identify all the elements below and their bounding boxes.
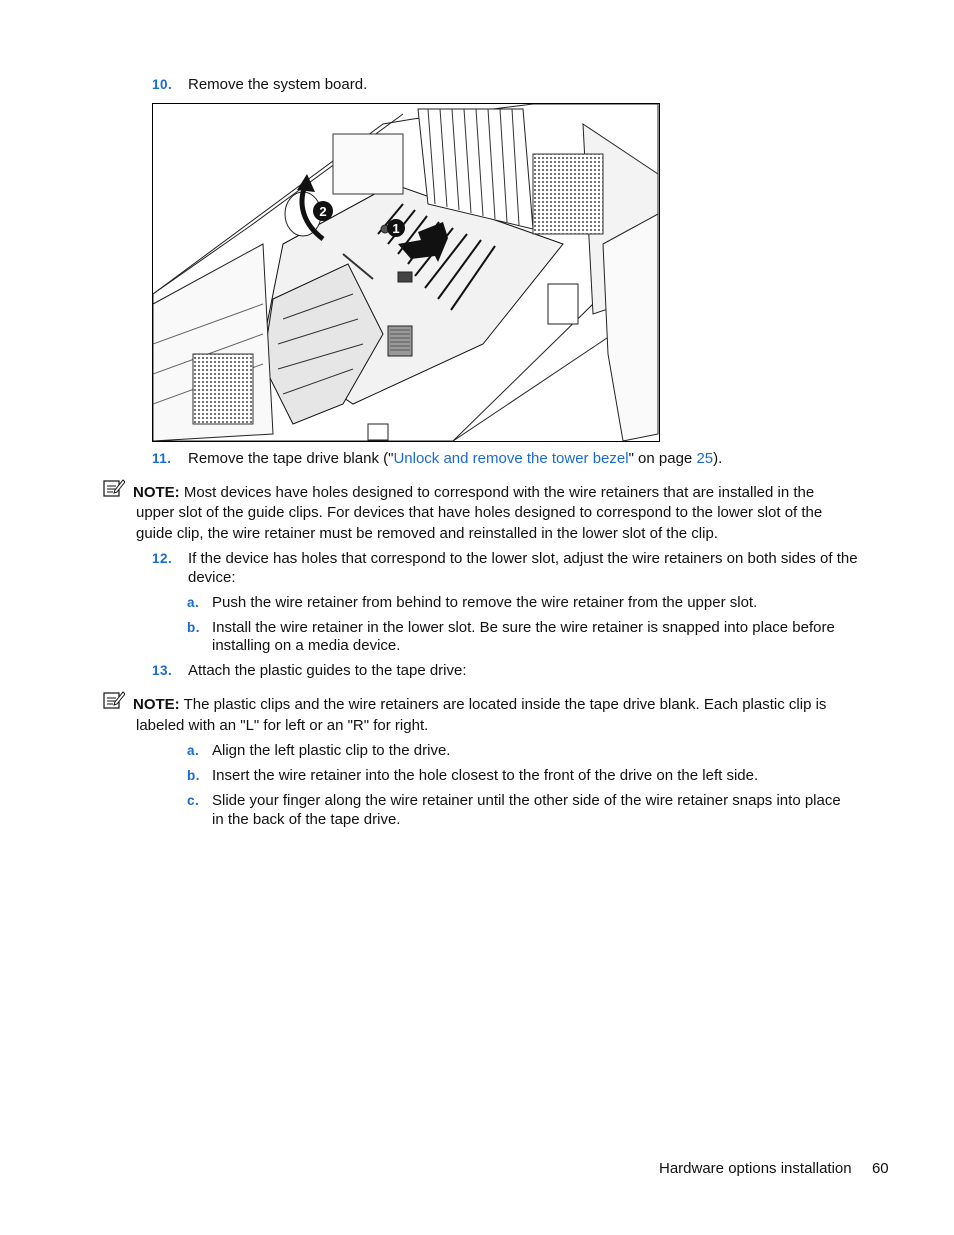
- step-number: 13.: [152, 663, 173, 678]
- step-12a: [187, 593, 758, 612]
- note-2-line-2: labeled with an "L" for left or an "R" for right.: [136, 717, 429, 734]
- step-12b: [187, 618, 835, 637]
- substep-text-line-1: Install the wire retainer in the lower slot. Be sure the wire retainer is snapped into place before: [212, 619, 835, 636]
- substep-text: Align the left plastic clip to the drive.: [212, 742, 451, 759]
- text-prefix: Remove the tape drive blank (": [188, 450, 394, 467]
- substep-letter: b.: [187, 768, 200, 783]
- note-1-line-1: [133, 483, 814, 502]
- note-label: NOTE:: [133, 484, 180, 501]
- text-middle: " on page: [628, 450, 697, 467]
- footer-page-number: 60: [871, 1160, 889, 1177]
- substep-text-line-1: Slide your finger along the wire retainer until the other side of the wire retainer snaps into place: [212, 792, 841, 809]
- step-text: [188, 449, 722, 468]
- note-2-line-1: [133, 695, 826, 714]
- step-number: 10.: [152, 77, 173, 92]
- step-12b-line-2: installing on a media device.: [212, 637, 401, 654]
- svg-text:1: 1: [392, 221, 400, 236]
- text-suffix: ).: [713, 450, 723, 467]
- step-13c-line-2: in the back of the tape drive.: [212, 811, 401, 828]
- substep-letter: a.: [187, 743, 200, 758]
- system-board-removal-figure: [152, 103, 660, 442]
- note-text: Most devices have holes designed to correspond with the wire retainers that are installed in the: [183, 484, 815, 501]
- note-icon: [103, 478, 125, 498]
- link-page-25[interactable]: 25: [696, 450, 714, 467]
- step-text: Attach the plastic guides to the tape drive:: [188, 662, 467, 679]
- step-text: Remove the system board.: [188, 76, 368, 93]
- substep-letter: c.: [187, 793, 200, 808]
- substep-text: Insert the wire retainer into the hole closest to the front of the drive on the left side.: [212, 767, 759, 784]
- step-13a: [187, 741, 451, 760]
- step-13: [152, 661, 467, 680]
- step-13c: [187, 791, 841, 810]
- step-11: [152, 449, 723, 468]
- chassis-illustration: [153, 104, 659, 441]
- substep-letter: a.: [187, 595, 200, 610]
- step-text-line-1: If the device has holes that correspond to the lower slot, adjust the wire retainers on both sides of the: [188, 550, 858, 567]
- step-13b: [187, 766, 759, 785]
- substep-letter: b.: [187, 620, 200, 635]
- step-number: 11.: [152, 451, 172, 466]
- step-10: [152, 75, 368, 94]
- note-icon: [103, 690, 125, 710]
- step-number: 12.: [152, 551, 173, 566]
- step-12: [152, 549, 858, 568]
- callout-2: [313, 201, 333, 221]
- footer-section: Hardware options installation: [659, 1160, 852, 1177]
- footer: [659, 1159, 889, 1178]
- link-unlock-tower-bezel[interactable]: Unlock and remove the tower bezel: [393, 450, 629, 467]
- note-1-line-3: guide clip, the wire retainer must be removed and reinstalled in the lower slot of the clip.: [136, 525, 718, 542]
- note-1-line-2: upper slot of the guide clips. For devices that have holes designed to correspond to the lower slot of the: [136, 504, 823, 521]
- note-text: The plastic clips and the wire retainers are located inside the tape drive blank. Each plastic clip is: [183, 696, 827, 713]
- step-12-line-2: device:: [188, 569, 236, 586]
- substep-text: Push the wire retainer from behind to remove the wire retainer from the upper slot.: [212, 594, 758, 611]
- svg-text:2: 2: [319, 204, 327, 219]
- note-label: NOTE:: [133, 696, 180, 713]
- callout-1: [387, 219, 405, 237]
